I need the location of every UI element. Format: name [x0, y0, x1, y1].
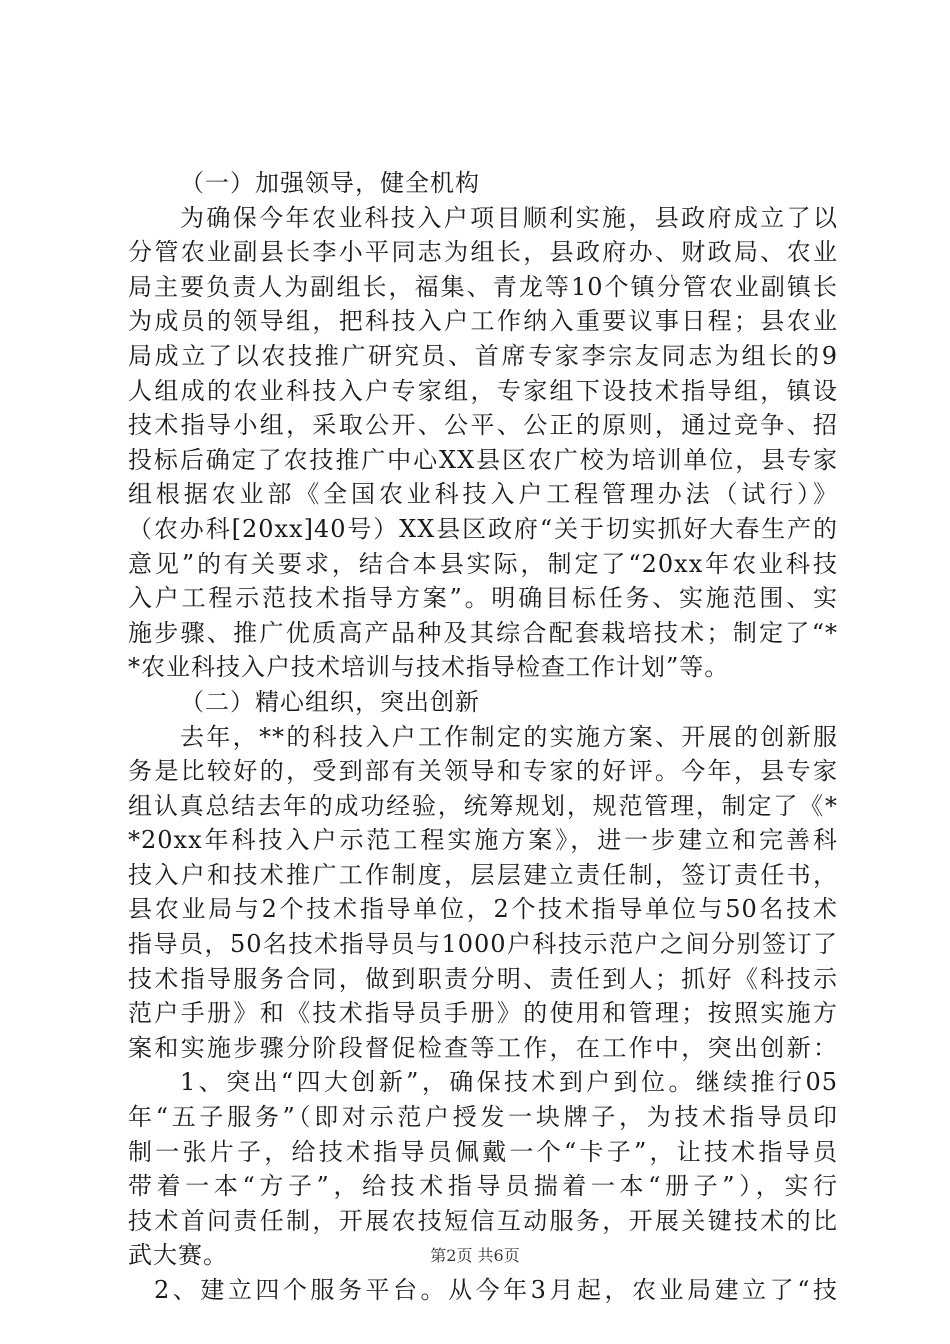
paragraph-line: 施步骤、推广优质高产品种及其综合配套栽培技术；制定了“* [128, 618, 838, 647]
document-body [128, 166, 838, 1308]
paragraph-line: 制一张片子，给技术指导员佩戴一个“卡子”，让技术指导员 [128, 1137, 838, 1166]
paragraph-line: 为成员的领导组，把科技入户工作纳入重要议事日程；县农业 [128, 307, 838, 336]
paragraph-line: 去年，**的科技入户工作制定的实施方案、开展的创新服 [180, 722, 838, 751]
paragraph-line: （农办科[20xx]40号）XX县区政府“关于切实抓好大春生产的 [128, 514, 838, 543]
paragraph-line: 人组成的农业科技入户专家组，专家组下设技术指导组，镇设 [128, 376, 838, 405]
paragraph-line: 局主要负责人为副组长，福集、青龙等10个镇分管农业副镇长 [128, 272, 838, 301]
paragraph-line: 入户工程示范技术指导方案”。明确目标任务、实施范围、实 [128, 584, 838, 613]
paragraph-line: *农业科技入户技术培训与技术指导检查工作计划”等。 [128, 653, 730, 682]
paragraph-line: 技入户和技术推广工作制度，层层建立责任制，签订责任书， [128, 860, 838, 889]
paragraph-line: 县农业局与2个技术指导单位，2个技术指导单位与50名技术 [128, 895, 838, 924]
paragraph-line: 技术指导服务合同，做到职责分明、责任到人；抓好《科技示 [128, 964, 838, 993]
paragraph-line: 指导员，50名技术指导员与1000户科技示范户之间分别签订了 [128, 930, 838, 959]
paragraph-line: 1、突出“四大创新”，确保技术到户到位。继续推行05 [180, 1068, 838, 1097]
paragraph-line: 年“五子服务”（即对示范户授发一块牌子，为技术指导员印 [128, 1103, 838, 1132]
paragraph-line: 技术首问责任制，开展农技短信互动服务，开展关键技术的比 [128, 1206, 838, 1235]
paragraph-line: *20xx年科技入户示范工程实施方案》，进一步建立和完善科 [128, 826, 838, 855]
paragraph-line: 范户手册》和《技术指导员手册》的使用和管理；按照实施方 [128, 999, 838, 1028]
paragraph-line: 带着一本“方子”，给技术指导员揣着一本“册子”），实行 [128, 1172, 838, 1201]
paragraph-line: 武大赛。 [128, 1241, 228, 1270]
paragraph-line: 为确保今年农业科技入户项目顺利实施，县政府成立了以 [180, 203, 838, 232]
paragraph-line: 组根据农业部《全国农业科技入户工程管理办法（试行）》 [128, 480, 838, 509]
section-heading-1: （一）加强领导，健全机构 [180, 169, 480, 197]
paragraph-line: 案和实施步骤分阶段督促检查等工作，在工作中，突出创新： [128, 1033, 838, 1062]
paragraph-line: 务是比较好的，受到部有关领导和专家的好评。今年，县专家 [128, 757, 838, 786]
page-number-footer: 第2页 共6页 [430, 1246, 520, 1265]
paragraph-line: 技术指导小组，采取公开、公平、公正的原则，通过竞争、招 [128, 411, 838, 440]
paragraph-line: 分管农业副县长李小平同志为组长，县政府办、财政局、农业 [128, 238, 838, 267]
paragraph-line: 投标后确定了农技推广中心XX县区农广校为培训单位，县专家 [128, 445, 838, 474]
paragraph-line: 2、建立四个服务平台。从今年3月起，农业局建立了“技 [154, 1276, 838, 1304]
paragraph-line: 组认真总结去年的成功经验，统筹规划，规范管理，制定了《* [128, 791, 838, 820]
paragraph-line: 意见”的有关要求，结合本县实际，制定了“20xx年农业科技 [128, 549, 838, 578]
paragraph-line: 局成立了以农技推广研究员、首席专家李宗友同志为组长的9 [128, 341, 838, 370]
section-heading-2: （二）精心组织，突出创新 [180, 687, 480, 716]
